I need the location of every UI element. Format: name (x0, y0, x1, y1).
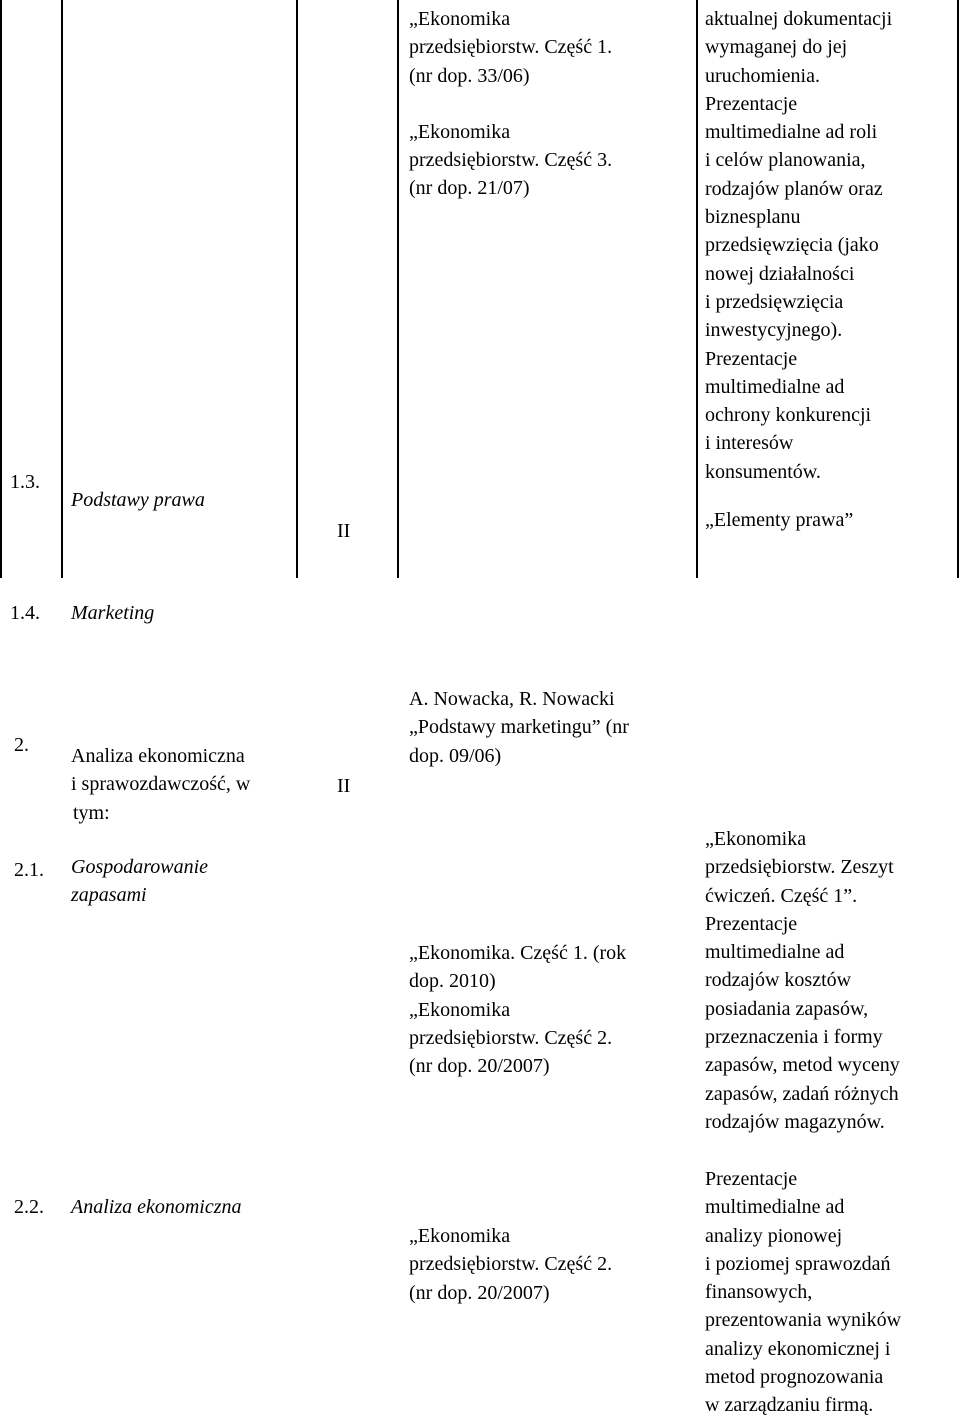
material-line: nowej działalności (705, 262, 855, 285)
material-line: prezentowania wyników (705, 1309, 902, 1332)
material-line: analizy pionowej (705, 1224, 843, 1247)
material-line: aktualnej dokumentacji (705, 8, 893, 30)
row-number-2-2: 2.2. (14, 1196, 44, 1218)
textbook-line: przedsiębiorstw. Część 2. (409, 1026, 613, 1049)
material-line: konsumentów. (705, 460, 821, 483)
material-line: zapasów, zadań różnych (705, 1082, 899, 1105)
material-line: i celów planowania, (705, 149, 866, 172)
material-line: przeznaczenia i formy (705, 1026, 883, 1049)
material-line: Prezentacje (705, 92, 798, 115)
material-line: przedsięwzięcia (jako (705, 234, 879, 257)
material-line: Prezentacje (705, 1168, 798, 1190)
textbook-line: „Podstawy marketingu” (nr (409, 716, 629, 739)
materials-cell-2-1 (705, 825, 900, 1136)
textbook-line: (nr dop. 33/06) (409, 64, 530, 87)
material-line: i interesów (705, 432, 794, 455)
column-divider-2 (296, 0, 298, 578)
row-subject-1-4: Marketing (71, 602, 155, 624)
row-subject-1-3: Podstawy prawa (71, 489, 205, 511)
textbook-line: „Ekonomika (409, 8, 511, 30)
material-line: rodzajów planów oraz (705, 177, 883, 200)
row-level-2: II (337, 775, 351, 797)
textbook-line: „Ekonomika (409, 1225, 511, 1247)
material-line: multimedialne ad (705, 941, 845, 964)
row-number-1-4: 1.4. (10, 602, 40, 624)
materials-cell-2-2 (705, 1165, 901, 1420)
textbook-line: „Ekonomika. Część 1. (rok (409, 942, 627, 964)
textbook-line: „Ekonomika (409, 998, 511, 1021)
material-line: finansowych, (705, 1281, 813, 1304)
material-line: i poziomej sprawozdań (705, 1252, 891, 1275)
textbook-line: (nr dop. 20/2007) (409, 1055, 550, 1078)
textbook-line: (nr dop. 20/2007) (409, 1281, 550, 1304)
material-line: przedsiębiorstw. Zeszyt (705, 856, 894, 879)
row-number-1-3: 1.3. (10, 471, 40, 493)
row-level-1-3: II (337, 520, 351, 542)
material-line: multimedialne ad (705, 1196, 845, 1219)
material-line: i przedsięwzięcia (705, 290, 844, 313)
material-line: wymaganej do jej (705, 36, 848, 59)
material-line: w zarządzaniu firmą. (705, 1394, 874, 1417)
row-subject-2-2: Analiza ekonomiczna (71, 1196, 242, 1218)
textbooks-cell-2-1 (409, 939, 626, 1080)
subject-line: Analiza ekonomiczna (71, 745, 245, 767)
row-number-2: 2. (14, 734, 29, 756)
textbook-line: (nr dop. 21/07) (409, 177, 530, 200)
textbook-line: dop. 09/06) (409, 744, 502, 767)
material-line: posiadania zapasów, (705, 997, 869, 1020)
textbook-line: przedsiębiorstw. Część 3. (409, 149, 613, 172)
subject-line: Gospodarowanie (71, 856, 209, 878)
material-line: Prezentacje (705, 347, 798, 370)
textbook-line: dop. 2010) (409, 970, 496, 993)
textbooks-cell-2 (409, 685, 629, 770)
material-line: „Elementy prawa” (705, 509, 854, 532)
material-line: „Ekonomika (705, 828, 807, 850)
material-line: metod prognozowania (705, 1366, 884, 1389)
material-line: biznesplanu (705, 206, 801, 229)
material-line: ćwiczeń. Część 1”. (705, 884, 858, 907)
column-divider-3 (397, 0, 399, 578)
textbooks-cell-2-2 (409, 1222, 612, 1307)
material-line: rodzajów kosztów (705, 969, 852, 992)
material-line: analizy ekonomicznej i (705, 1337, 891, 1360)
table-border-left (0, 0, 2, 578)
textbook-line: przedsiębiorstw. Część 2. (409, 1253, 613, 1276)
subject-line: i sprawozdawczość, w (71, 773, 251, 796)
subject-line: tym: (73, 801, 110, 824)
material-line: multimedialne ad (705, 375, 845, 398)
material-line: uruchomienia. (705, 64, 820, 87)
subject-line: zapasami (71, 884, 147, 907)
row-subject-2 (71, 742, 250, 827)
material-line: ochrony konkurencji (705, 404, 872, 427)
column-divider-1 (61, 0, 63, 578)
textbook-line: A. Nowacka, R. Nowacki (409, 688, 615, 710)
row-number-2-1: 2.1. (14, 859, 44, 881)
material-line: Prezentacje (705, 912, 798, 935)
column-divider-4 (696, 0, 698, 578)
material-line: rodzajów magazynów. (705, 1110, 885, 1133)
textbook-line: „Ekonomika (409, 120, 511, 143)
material-line: zapasów, metod wyceny (705, 1054, 900, 1077)
materials-cell-1-3 (705, 5, 892, 534)
material-line: multimedialne ad roli (705, 121, 878, 144)
material-line: inwestycyjnego). (705, 319, 843, 342)
textbook-line: przedsiębiorstw. Część 1. (409, 36, 613, 59)
textbooks-cell-1-3 (409, 5, 612, 203)
table-border-right (957, 0, 959, 578)
row-subject-2-1 (71, 853, 208, 910)
